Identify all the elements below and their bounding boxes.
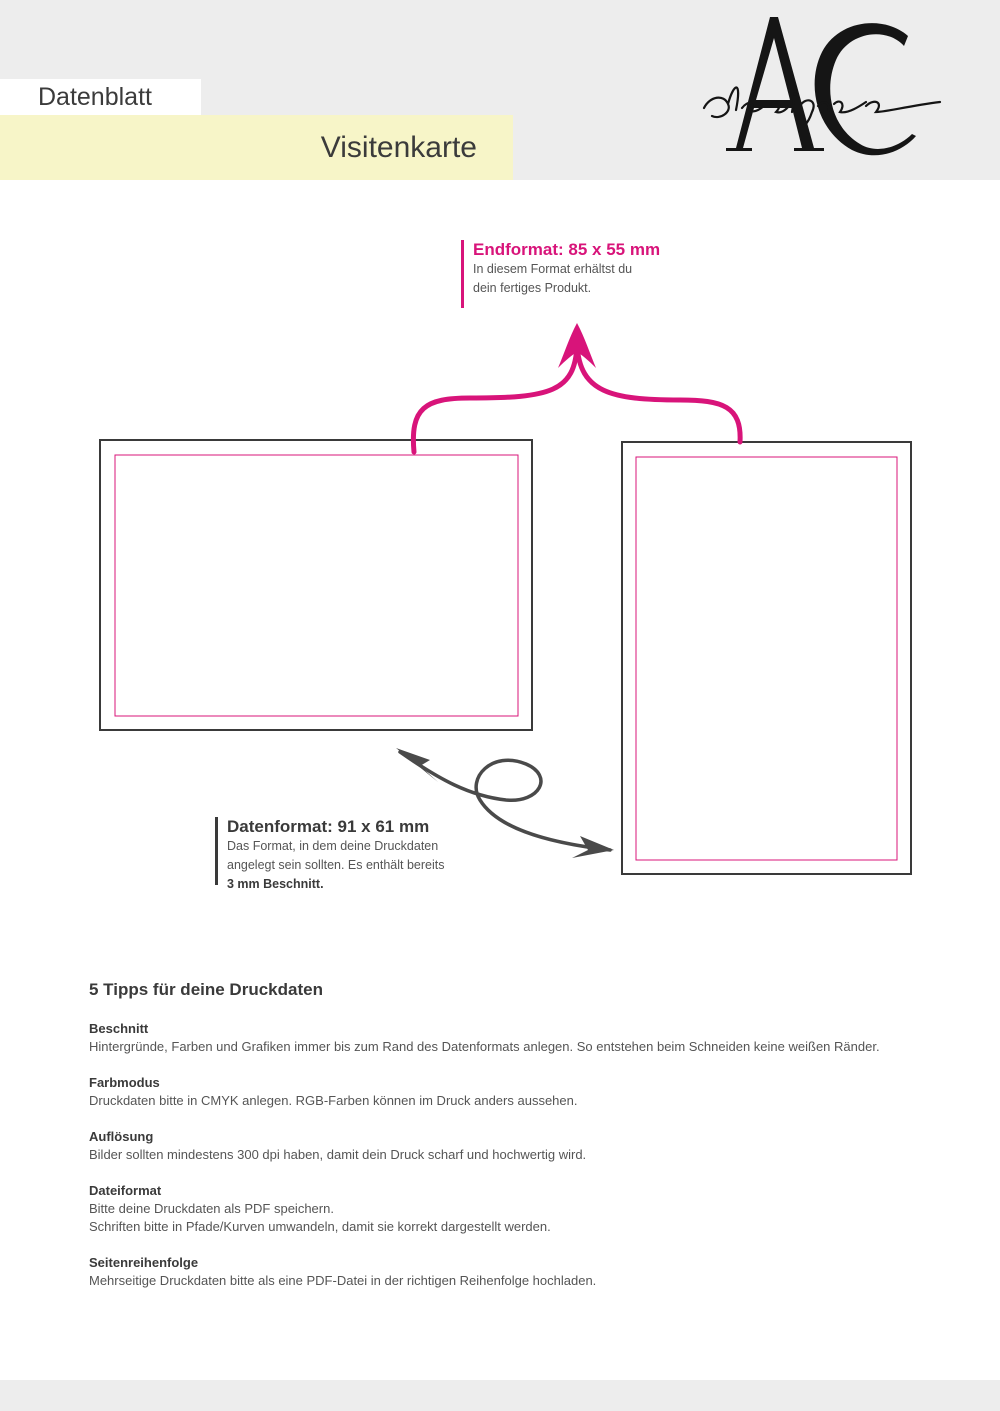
tip-item [89,1074,969,1110]
endformat-arrow [413,345,577,452]
datenformat-bleed-note: 3 mm Beschnitt. [227,877,324,891]
datenformat-arrowhead-left [396,748,438,782]
tip-text: Hintergründe, Farben und Grafiken immer bis zum Rand des Datenformats anlegen. So entstehen beim Schneiden keine weißen Ränder. [89,1039,880,1054]
tip-heading: Dateiformat [89,1183,162,1198]
tip-heading: Beschnitt [89,1021,149,1036]
footer-band [0,1380,1000,1411]
datenformat-title: Datenformat: 91 x 61 mm [227,817,430,836]
tip-heading: Seitenreihenfolge [89,1255,199,1270]
datenformat-line: Das Format, in dem deine Druckdaten [227,839,439,853]
tip-item [89,1128,969,1164]
landscape-data-format-frame [100,440,532,730]
tip-item [89,1254,969,1290]
portrait-data-format-frame [622,442,911,874]
tip-heading: Auflösung [89,1129,154,1144]
tip-heading: Farbmodus [89,1075,160,1090]
endformat-line: dein fertiges Produkt. [473,281,592,295]
tip-item [89,1182,969,1236]
tip-text: Schriften bitte in Pfade/Kurven umwandeln, damit sie korrekt dargestellt werden. [89,1219,551,1234]
tip-text: Bitte deine Druckdaten als PDF speichern. [89,1201,334,1216]
tip-text: Mehrseitige Druckdaten bitte als eine PDF-Datei in der richtigen Reihenfolge hochladen. [89,1273,597,1288]
endformat-callout [461,240,660,308]
tips-title: 5 Tipps für deine Druckdaten [89,980,323,999]
print-tips-section [89,980,969,1308]
endformat-title: Endformat: 85 x 55 mm [473,240,661,259]
product-title: Visitenkarte [0,115,513,180]
tip-text: Druckdaten bitte in CMYK anlegen. RGB-Farben können im Druck anders aussehen. [89,1093,578,1108]
datenformat-line: angelegt sein sollten. Es enthält bereits [227,858,445,872]
tip-item [89,1020,969,1056]
tip-text: Bilder sollten mindestens 300 dpi haben, damit dein Druck scharf und hochwertig wird. [89,1147,587,1162]
endformat-line: In diesem Format erhältst du [473,262,633,276]
datasheet-tab-label: Datenblatt [0,79,201,115]
datenformat-callout [215,817,445,891]
